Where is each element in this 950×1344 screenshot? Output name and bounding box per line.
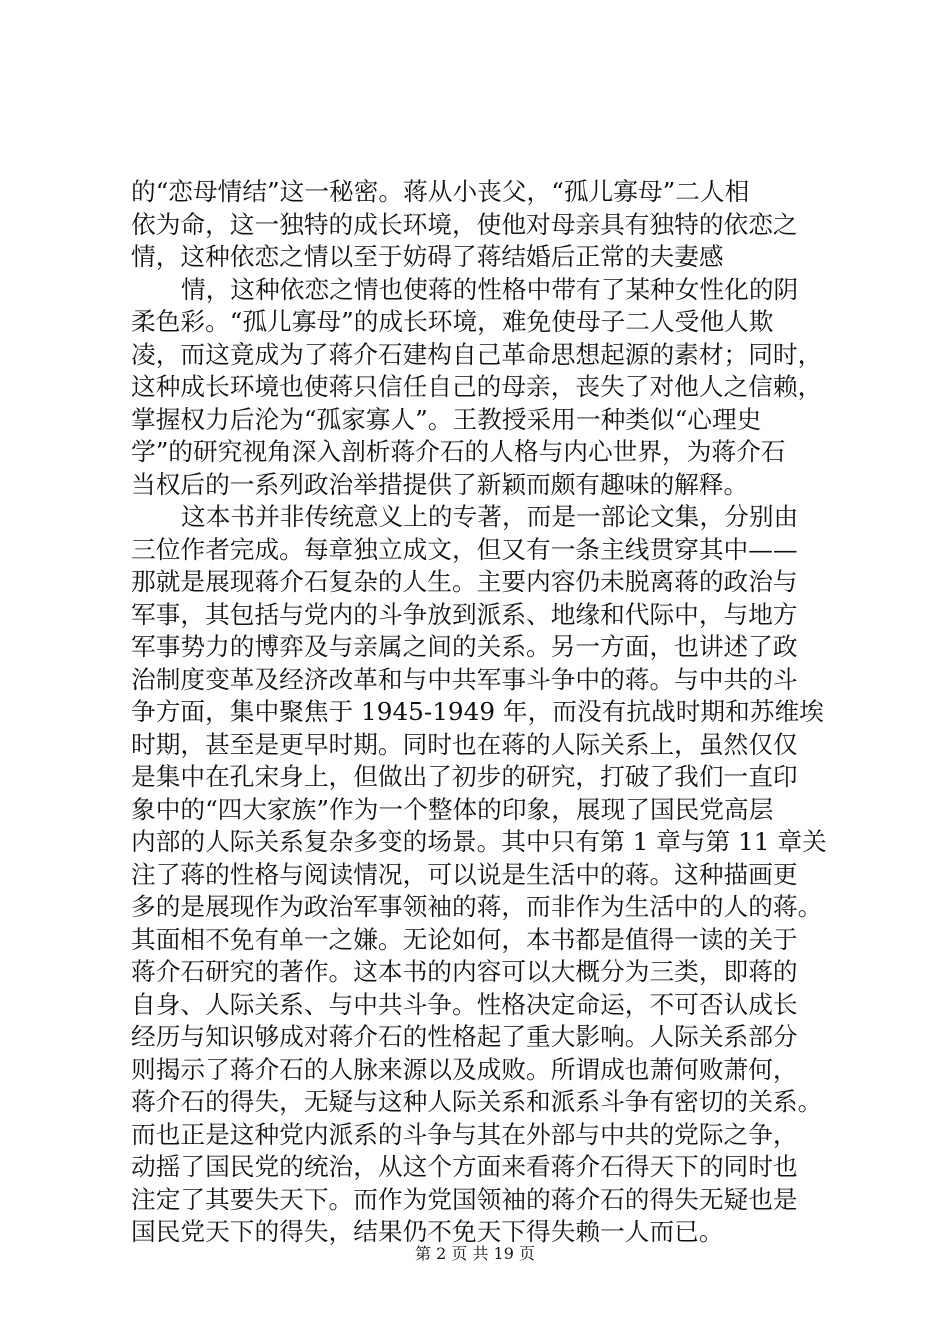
text-line: 象中的“四大家族”作为一个整体的印象，展现了国民党高层 [131, 794, 774, 824]
text-line: 这本书并非传统意义上的专著，而是一部论文集，分别由 [181, 502, 799, 531]
text-line: 掌握权力后沦为“孤家寡人”。王教授采用一种类似“心理史 [131, 404, 762, 434]
text-line: 军事势力的博弈及与亲属之间的关系。另一方面，也讲述了政 [131, 632, 798, 661]
document-body [131, 176, 853, 1249]
text-line: 而也正是这种党内派系的斗争与其在外部与中共的党际之争， [131, 1119, 798, 1149]
paragraph-2 [131, 274, 853, 502]
text-line: 柔色彩。“孤儿寡母”的成长环境，难免使母子二人受他人欺 [131, 307, 774, 336]
text-line: 经历与知识够成对蒋介石的性格起了重大影响。人际关系部分 [131, 1022, 798, 1051]
text-line: 这种成长环境也使蒋只信任自己的母亲，丧失了对他人之信赖， [131, 372, 823, 401]
text-line: 则揭示了蒋介石的人脉来源以及成败。所谓成也萧何败萧何， [131, 1054, 798, 1084]
text-line: 多的是展现作为政治军事领袖的蒋，而非作为生活中的人的蒋。 [131, 892, 823, 921]
text-line: 治制度变革及经济改革和与中共军事斗争中的蒋。与中共的斗 [131, 664, 798, 694]
text-line: 的“恋母情结”这一秘密。蒋从小丧父，“孤儿寡母”二人相 [131, 177, 750, 206]
text-line: 自身、人际关系、与中共斗争。性格决定命运，不可否认成长 [131, 989, 798, 1019]
text-line: 军事，其包括与党内的斗争放到派系、地缘和代际中，与地方 [131, 599, 798, 629]
text-line: 凌，而这竟成为了蒋介石建构自己革命思想起源的素材；同时， [131, 339, 823, 369]
text-line: 情，这种依恋之情也使蒋的性格中带有了某种女性化的阴 [181, 274, 799, 304]
text-line: 是集中在孔宋身上，但做出了初步的研究，打破了我们一直印 [131, 762, 798, 791]
text-line: 其面相不免有单一之嫌。无论如何，本书都是值得一读的关于 [131, 924, 798, 954]
text-line: 当权后的一系列政治举措提供了新颖而颇有趣味的解释。 [131, 469, 749, 499]
paragraph-3 [131, 501, 853, 1249]
text-line: 蒋介石研究的著作。这本书的内容可以大概分为三类，即蒋的 [131, 957, 798, 986]
text-line: 争方面，集中聚焦于 1945-1949 年，而没有抗战时期和苏维埃 [131, 697, 824, 726]
text-line: 动摇了国民党的统治，从这个方面来看蒋介石得天下的同时也 [131, 1152, 798, 1181]
text-line: 那就是展现蒋介石复杂的人生。主要内容仍未脱离蒋的政治与 [131, 567, 798, 596]
paragraph-1 [131, 176, 853, 274]
page-number-footer: 第 2 页 共 19 页 [415, 1244, 535, 1263]
text-line: 蒋介石的得失，无疑与这种人际关系和派系斗争有密切的关系。 [131, 1087, 823, 1116]
text-line: 三位作者完成。每章独立成文，但又有一条主线贯穿其中—— [131, 534, 798, 564]
text-line: 国民党天下的得失，结果仍不免天下得失赖一人而已。 [131, 1217, 724, 1246]
text-line: 学”的研究视角深入剖析蒋介石的人格与内心世界，为蒋介石 [131, 437, 786, 466]
text-line: 内部的人际关系复杂多变的场景。其中只有第 1 章与第 11 章关 [131, 827, 827, 856]
text-line: 依为命，这一独特的成长环境，使他对母亲具有独特的依恋之 [131, 209, 798, 239]
text-line: 注定了其要失天下。而作为党国领袖的蒋介石的得失无疑也是 [131, 1184, 798, 1214]
text-line: 时期，甚至是更早时期。同时也在蒋的人际关系上，虽然仅仅 [131, 729, 798, 759]
text-line: 情，这种依恋之情以至于妨碍了蒋结婚后正常的夫妻感 [131, 242, 724, 271]
text-line: 注了蒋的性格与阅读情况，可以说是生活中的蒋。这种描画更 [131, 859, 798, 889]
